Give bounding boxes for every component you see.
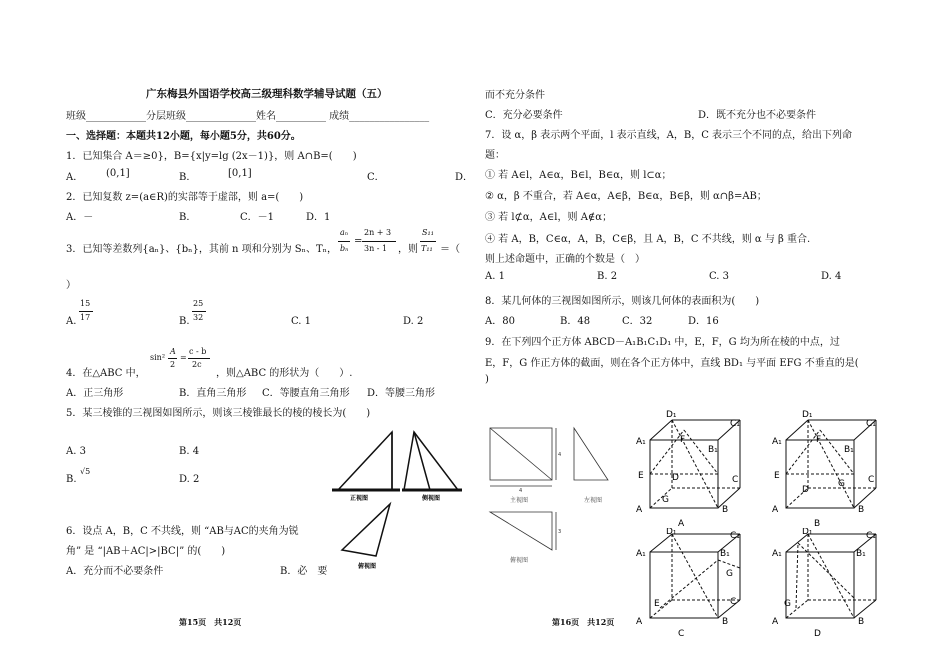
q1-option: (0,1]: [106, 168, 130, 179]
view-label: 侧视图: [422, 495, 441, 502]
q4-fraction-denominator: 2c: [192, 360, 202, 369]
fraction-bar: [79, 311, 93, 312]
dimension-label: 3: [558, 529, 562, 535]
question-5: 5．某三棱锥的三视图如图所示，则该三棱锥最长的棱的棱长为( ): [66, 408, 371, 419]
question-9-cont: E，F，G 作正方体的截面，则在各个正方体中，直线 BD₁ 与平面 EFG 不垂直的是(: [485, 358, 859, 369]
q5-option-sqrt: √5: [80, 467, 91, 476]
q4-fraction-denominator: 2: [170, 360, 176, 369]
q2-option: A．－: [66, 212, 94, 223]
vertex-label: B₁: [856, 549, 866, 559]
q3-option: C. 1: [291, 316, 312, 327]
vertex-label: A₁: [772, 549, 782, 559]
q3-option-denominator: 32: [193, 313, 204, 322]
q3-tail: ＝（: [440, 244, 460, 255]
q4-fraction-numerator: A: [170, 347, 176, 356]
q4-fraction-numerator: c - b: [189, 347, 207, 356]
q7-prompt: 则上述命题中，正确的个数是（ ）: [485, 254, 645, 265]
vertex-label: G: [784, 599, 791, 609]
q8-three-view-figure: [486, 422, 616, 572]
q7-option: C. 3: [709, 271, 730, 282]
vertex-label: F: [816, 435, 822, 445]
q6-option: B．必 要: [280, 566, 328, 577]
vertex-label: D: [672, 473, 679, 483]
vertex-label: D₁: [666, 528, 677, 537]
vertex-label: A: [772, 617, 779, 627]
question-9: 9．在下列四个正方体 ABCD－A₁B₁C₁D₁ 中，E，F，G 均为所在棱的中点，过: [485, 337, 840, 348]
question-1: 1．已知集合 A＝≥0}，B={x|y=lg (2x－1)}，则 A∩B=( ): [66, 151, 357, 162]
cube-figure-c: [632, 528, 742, 640]
q8-option: C．32: [622, 316, 653, 327]
question-8: 8．某几何体的三视图如图所示，则该几何体的表面积为( ): [485, 296, 760, 307]
vertex-label: E: [654, 599, 660, 609]
side-view-shape: [404, 432, 458, 490]
fraction-bar: [338, 241, 350, 242]
vertex-label: C₁: [866, 419, 876, 429]
vertex-label: G: [662, 495, 669, 505]
q3-option: A.: [66, 316, 77, 327]
q4-sin: sin²: [150, 353, 166, 362]
vertex-label: C: [732, 475, 739, 485]
cube-figure-d: [768, 528, 878, 640]
front-view-shape: [338, 432, 392, 490]
cube-caption: C: [678, 629, 685, 639]
q7-option: A. 1: [485, 271, 505, 282]
q3-option-numerator: 25: [193, 299, 204, 308]
fraction-bar: [420, 241, 436, 242]
view-label: 主视图: [510, 497, 529, 504]
vertex-label: F: [680, 435, 686, 445]
vertex-label: C₁: [730, 419, 740, 429]
dimension-label: 4: [558, 452, 562, 458]
q3-then: ，则: [398, 244, 418, 255]
dimension-label: 4: [519, 488, 523, 494]
view-label: 正视图: [350, 495, 369, 502]
q4-option: C．等腰直角三角形: [262, 388, 350, 399]
vertex-label: C₁: [866, 531, 876, 541]
q3-equals: =: [354, 236, 363, 247]
vertex-label: C₁: [730, 531, 740, 541]
view-label: 俯视图: [358, 563, 377, 570]
vertex-label: G: [838, 479, 845, 489]
q5-option: B. 4: [179, 446, 200, 457]
q3-option: B.: [179, 316, 190, 327]
top-view-shape: [342, 504, 390, 556]
vertex-label: D: [802, 485, 809, 495]
q7-option: B. 2: [597, 271, 618, 282]
question-6: 6．设点 A，B，C 不共线，则 “AB与AC的夹角为锐: [66, 526, 299, 537]
q4-option: A．正三角形: [66, 388, 124, 399]
vertex-label: B: [858, 617, 865, 627]
q5-option: B.: [66, 474, 77, 485]
vertex-label: E: [638, 471, 644, 481]
q4-text: 4．在△ABC 中，: [66, 368, 146, 379]
page-footer: 第15页 共12页: [179, 617, 242, 627]
q3-fraction-denominator: 3n - 1: [364, 244, 388, 253]
q2-option: B．: [179, 212, 197, 223]
vertex-label: B₁: [708, 445, 718, 455]
q1-option: [0,1]: [228, 168, 252, 179]
vertex-label: E: [774, 471, 780, 481]
q7-statement: ① 若 A∈l，A∈α，B∈l，B∈α，则 l⊂α；: [485, 170, 672, 181]
section-heading: 一、选择题：本题共12小题，每小题5分，共60分。: [66, 131, 301, 142]
q3-option-denominator: 17: [80, 313, 91, 322]
cube-figure-a: [632, 408, 742, 528]
q8-option: A．80: [485, 316, 515, 327]
q5-option: D. 2: [179, 474, 200, 485]
fraction-bar: [168, 358, 177, 359]
cube-caption: D: [814, 629, 821, 639]
question-7-cont: 题：: [485, 150, 505, 161]
q6-option: C．充分必要条件: [485, 110, 563, 121]
view-label: 俯视图: [510, 557, 529, 564]
q5-three-view-figure: [330, 424, 465, 574]
q2-option: D．1: [306, 212, 331, 223]
view-label: 左视图: [584, 497, 603, 504]
q6-option: D．既不充分也不必要条件: [698, 110, 817, 121]
vertex-label: A: [636, 617, 643, 627]
q7-statement: ④ 若 A，B，C∈α，A，B，C∈β，且 A，B，C 不共线，则 α 与 β 重合.: [485, 234, 811, 245]
vertex-label: B: [722, 617, 729, 627]
vertex-label: C: [730, 597, 737, 607]
q1-option: A．: [66, 172, 84, 183]
q3-option: D. 2: [403, 316, 424, 327]
vertex-label: D₁: [802, 410, 813, 420]
q2-option: C．－1: [240, 212, 275, 223]
cube-caption: B: [814, 519, 821, 528]
page-footer: 第16页 共12页: [552, 617, 615, 627]
q1-option: C．: [367, 172, 385, 183]
q4-equals: =: [180, 353, 187, 362]
page-title: 广东梅县外国语学校高三级理科数学辅导试题（五）: [146, 88, 388, 100]
q3-fraction-denominator: bₙ: [340, 244, 349, 253]
q8-option: B．48: [560, 316, 591, 327]
q3-option-numerator: 15: [80, 299, 91, 308]
q3-fraction-denominator: T₁₁: [421, 244, 433, 253]
vertex-label: D₁: [666, 410, 677, 420]
vertex-label: A₁: [772, 437, 782, 447]
q1-option: D．: [455, 172, 474, 183]
vertex-label: B₁: [844, 445, 854, 455]
question-9-close: ): [485, 374, 489, 385]
q6-option: A．充分而不必要条件: [66, 566, 164, 577]
student-info-line: 班级____________分层班级______________姓名__________ 成绩________________: [66, 111, 430, 122]
q7-statement: ③ 若 l⊄α，A∈l，则 A∉α；: [485, 212, 613, 223]
vertex-label: B: [722, 505, 729, 515]
q5-option: A. 3: [66, 446, 86, 457]
vertex-label: A: [636, 505, 643, 515]
q3-text: 3．已知等差数列{aₙ}、{bₙ}，其前 n 项和分别为 Sₙ、Tₙ，: [66, 244, 337, 255]
cube-caption: A: [678, 519, 685, 528]
q7-option: D. 4: [821, 271, 842, 282]
q3-fraction-numerator: 2n + 3: [364, 228, 392, 237]
q3-fraction-numerator: aₙ: [340, 228, 349, 237]
fraction-bar: [192, 311, 206, 312]
vertex-label: C: [868, 475, 875, 485]
cube-figure-b: [768, 408, 878, 528]
q6-continued: 而不充分条件: [485, 90, 545, 101]
q4-text-tail: ，则△ABC 的形状为（ ）.: [216, 368, 353, 379]
vertex-label: A₁: [636, 549, 646, 559]
fraction-bar: [188, 358, 210, 359]
q1-option: B．: [179, 172, 197, 183]
q7-statement: ② α，β 不重合，若 A∈α，A∈β，B∈α，B∈β，则 α∩β=AB；: [485, 191, 767, 202]
vertex-label: D₁: [802, 528, 813, 537]
vertex-label: B₁: [720, 549, 730, 559]
vertex-label: A₁: [636, 437, 646, 447]
vertex-label: A: [772, 505, 779, 515]
q3-close-paren: ）: [66, 280, 76, 291]
q8-option: D．16: [688, 316, 719, 327]
q3-fraction-numerator: S₁₁: [422, 228, 434, 237]
q4-option: D．等腰三角形: [367, 388, 436, 399]
question-2: 2．已知复数 z=(a∈R)的实部等于虚部，则 a=( ): [66, 192, 304, 203]
q4-option: B．直角三角形: [179, 388, 247, 399]
question-6-cont: 角” 是 “|AB＋AC|>|BC|” 的( ): [66, 546, 226, 557]
fraction-bar: [362, 241, 396, 242]
vertex-label: G: [726, 569, 733, 579]
question-7: 7．设 α，β 表示两个平面，l 表示直线，A，B，C 表示三个不同的点，给出下列命: [485, 130, 853, 141]
vertex-label: B: [858, 505, 865, 515]
